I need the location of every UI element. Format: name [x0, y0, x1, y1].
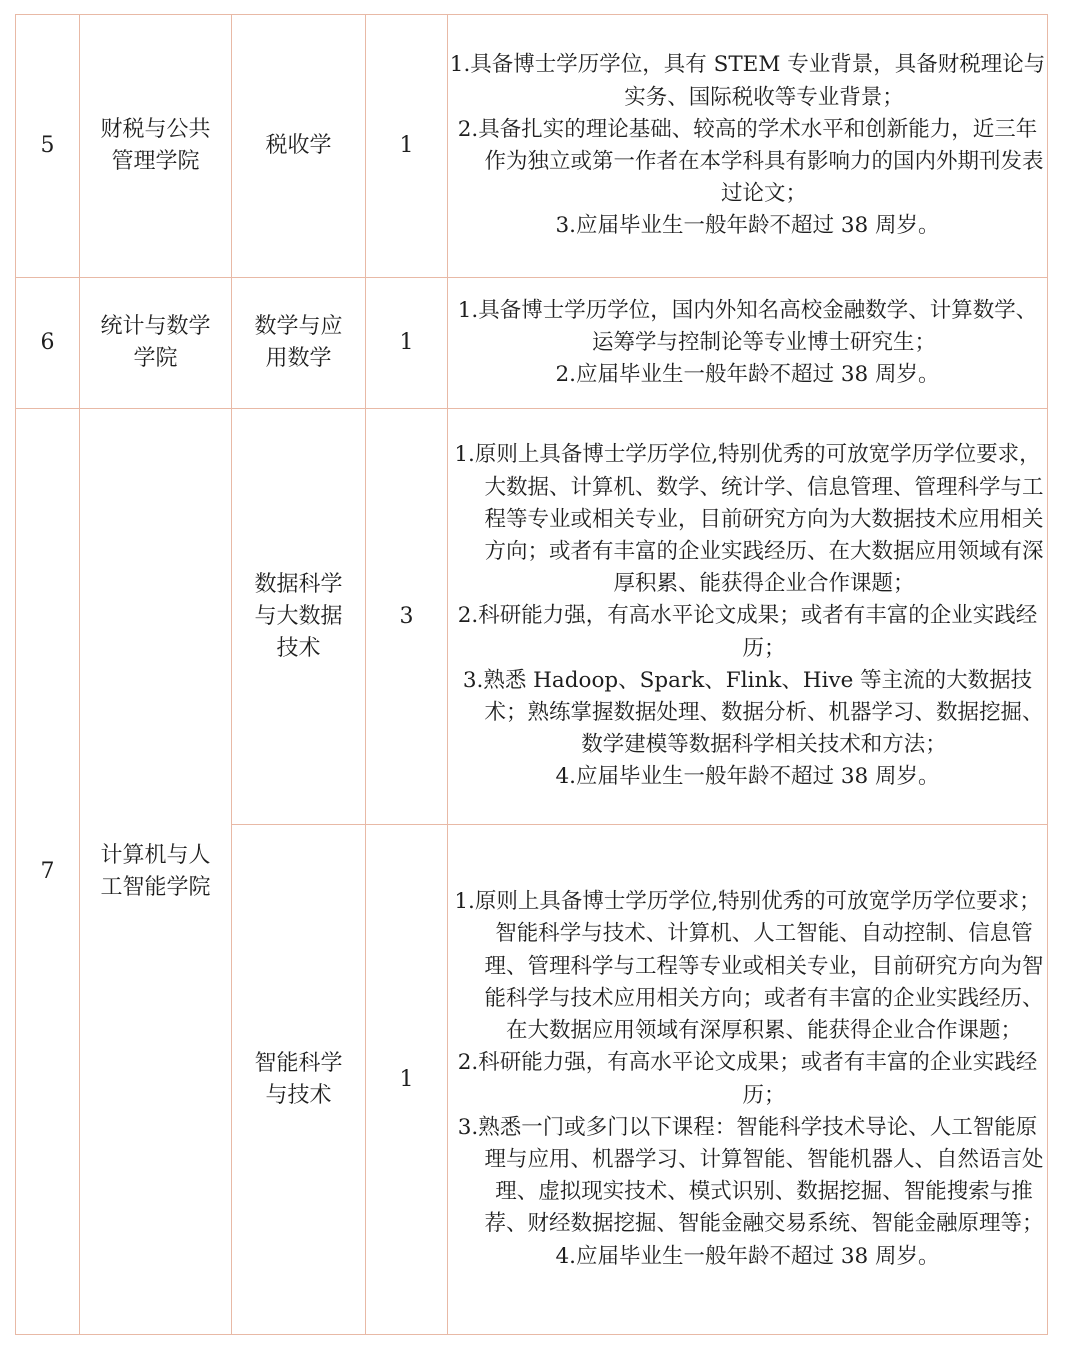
row-number: 5	[40, 133, 55, 158]
requirement-item: 3.熟悉一门或多门以下课程：智能科学技术导论、人工智能原理与应用、机器学习、计算智能、智能机器人、自然语言处理、虚拟现实技术、模式识别、数据挖掘、智能搜索与推荐、财经数据挖掘、智能金融交易系统、智能金融原理等；	[457, 1114, 1044, 1237]
row-number-cell	[16, 278, 80, 409]
major-name-line: 用数学	[265, 346, 332, 371]
headcount-cell	[366, 409, 448, 825]
row-number-cell	[16, 15, 80, 278]
major-name-line: 数学与应	[254, 314, 343, 339]
requirements-list	[448, 295, 1047, 392]
requirement-item: 1.具备博士学历学位，国内外知名高校金融数学、计算数学、运筹学与控制论等专业博士研究生；	[457, 297, 1038, 355]
college-cell	[80, 15, 232, 278]
requirement-item: 3.熟悉 Hadoop、Spark、Flink、Hive 等主流的大数据技术；熟练掌握数据处理、数据分析、机器学习、数据挖掘、数学建模等数据科学相关技术和方法；	[462, 667, 1044, 758]
college-cell	[80, 409, 232, 1335]
row-number: 7	[40, 858, 55, 884]
headcount-cell	[366, 825, 448, 1335]
requirement-item: 2.应届毕业生一般年龄不超过 38 周岁。	[555, 362, 940, 388]
college-name-line: 管理学院	[111, 149, 200, 174]
requirement-item: 1.原则上具备博士学历学位,特别优秀的可放宽学历学位要求，大数据、计算机、数学、统计学、信息管理、管理科学与工程等专业或相关专业，目前研究方向为大数据技术应用相关方向；或者有丰富的企业实践经历、在大数据应用领域有深厚积累、能获得企业合作课题；	[454, 442, 1044, 597]
requirements-cell	[448, 15, 1048, 278]
requirements-list	[448, 886, 1047, 1272]
requirements-cell	[448, 825, 1048, 1335]
row-number-cell	[16, 409, 80, 1335]
requirement-item: 2.科研能力强，有高水平论文成果；或者有丰富的企业实践经历；	[457, 1050, 1038, 1108]
requirements-list	[448, 49, 1047, 242]
requirements-list	[448, 439, 1047, 793]
major-cell	[232, 409, 366, 825]
headcount: 1	[399, 1066, 414, 1092]
headcount: 1	[399, 330, 414, 355]
college-name-line: 统计与数学	[100, 314, 211, 339]
requirement-item: 4.应届毕业生一般年龄不超过 38 周岁。	[555, 764, 940, 790]
headcount: 1	[399, 133, 414, 158]
college-name-line: 工智能学院	[100, 874, 211, 900]
requirements-cell	[448, 278, 1048, 409]
college-name-line: 计算机与人	[100, 842, 211, 868]
major-name-line: 数据科学	[254, 571, 343, 597]
major-cell	[232, 278, 366, 409]
requirement-item: 1.原则上具备博士学历学位,特别优秀的可放宽学历学位要求；智能科学与技术、计算机、人工智能、自动控制、信息管理、管理科学与工程等专业或相关专业，目前研究方向为智能科学与技术应用相关方向；或者有丰富的企业实践经历、在大数据应用领域有深厚积累、能获得企业合作课题；	[454, 889, 1044, 1044]
table-row	[16, 278, 1048, 409]
college-cell	[80, 278, 232, 409]
major-name-line: 与技术	[265, 1082, 332, 1108]
requirement-item: 2.具备扎实的理论基础、较高的学术水平和创新能力，近三年作为独立或第一作者在本学科具有影响力的国内外期刊发表过论文；	[457, 116, 1044, 207]
recruitment-table	[15, 14, 1048, 1335]
requirement-item: 2.科研能力强，有高水平论文成果；或者有丰富的企业实践经历；	[457, 603, 1038, 661]
headcount-cell	[366, 278, 448, 409]
college-name-line: 学院	[133, 346, 178, 371]
requirement-item: 4.应届毕业生一般年龄不超过 38 周岁。	[555, 1243, 940, 1269]
table-row	[16, 409, 1048, 825]
requirement-item: 3.应届毕业生一般年龄不超过 38 周岁。	[555, 213, 940, 239]
requirements-cell	[448, 409, 1048, 825]
requirement-item: 1.具备博士学历学位，具有 STEM 专业背景，具备财税理论与实务、国际税收等专业背景；	[449, 52, 1046, 110]
major-name-line: 与大数据	[254, 603, 343, 629]
major-name-line: 技术	[276, 635, 321, 661]
row-number: 6	[40, 330, 55, 355]
headcount: 3	[399, 603, 414, 629]
major-name-line: 税收学	[265, 133, 332, 158]
major-name-line: 智能科学	[254, 1050, 343, 1076]
major-cell	[232, 15, 366, 278]
college-name-line: 财税与公共	[100, 117, 211, 142]
major-cell	[232, 825, 366, 1335]
headcount-cell	[366, 15, 448, 278]
table-row	[16, 15, 1048, 278]
